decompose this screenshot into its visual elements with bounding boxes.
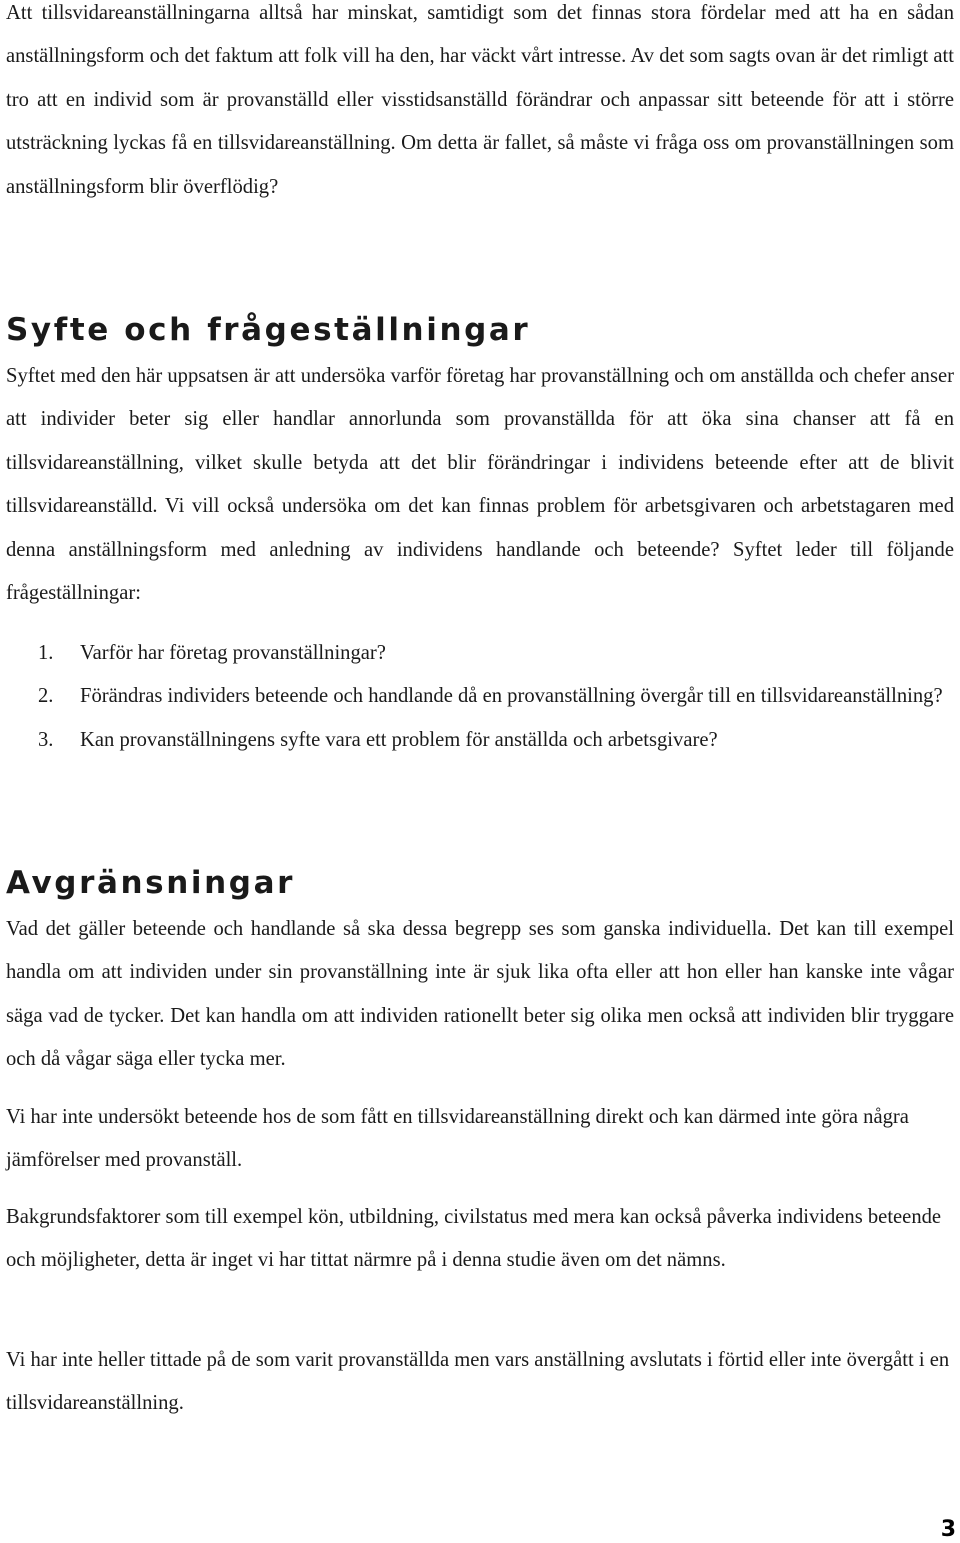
intro-paragraph: Att tillsvidareanställningarna alltså har minskat, samtidigt som det finnas stora fördelar med att ha en sådan anställningsform och det faktum att folk vill ha den, har väckt vårt intresse. Av det som sagts ovan är det rimligt att tro att en individ som är provanställd eller visstidsanställd förändrar och anpassar sitt beteende för att i större utsträckning lyckas få en tillsvidareanställning. Om detta är fallet, så måste vi fråga oss om provanställningen som anställningsform blir överflödig? [6,2,954,198]
question-text: Kan provanställningens syfte vara ett problem för anställda och arbetsgivare? [80,728,718,751]
question-number: 1. [38,642,54,664]
question-item [6,675,954,718]
questions-list [6,632,954,762]
avgransningar-paragraph-1: Vad det gäller beteende och handlande så ska dessa begrepp ses som ganska individuella. Det kan till exempel handla om att individen under sin provanställning inte är sjuk lika ofta eller att hon eller han kanske inte vågar säga vad de tycker. Det kan handla om att individen rationellt beter sig olika men också att individen blir tryggare och då vågar säga eller tycka mer. [6,918,954,1071]
avgransningar-paragraph-4: Vi har inte heller tittade på de som varit provanställda men vars anställning avslutats i förtid eller inte övergått i en tillsvidareanställning. [6,1349,950,1415]
question-item [6,719,954,762]
question-number: 2. [38,685,54,708]
avgransningar-paragraph-2: Vi har inte undersökt beteende hos de som fått en tillsvidareanställning direkt och kan därmed inte göra några jämförelser med provanställ. [6,1106,909,1172]
heading-syfte: Syfte och frågeställningar [6,312,531,348]
avgransningar-paragraph-3: Bakgrundsfaktorer som till exempel kön, utbildning, civilstatus med mera kan också påverka individens beteende och möjligheter, detta är inget vi har tittat närmre på i denna studie även om det nämns. [6,1206,942,1272]
question-text: Förändras individers beteende och handlande då en provanställning övergår till en tillsvidareanställning? [80,685,943,708]
page-number: 3 [940,1517,956,1542]
question-item [6,632,954,675]
heading-avgransningar: Avgränsningar [6,865,295,901]
question-text: Varför har företag provanställningar? [80,642,386,664]
question-number: 3. [38,728,54,751]
syfte-paragraph: Syftet med den här uppsatsen är att undersöka varför företag har provanställning och om anställda och chefer anser att individer beter sig eller handlar annorlunda som provanställda för att öka sina chanser att få en tillsvidareanställning, vilket skulle betyda att det blir förändringar i individens beteende efter att de blivit tillsvidareanställd. Vi vill också undersöka om det kan finnas problem för arbetsgivaren och arbetstagaren med denna anställningsform med anledning av individens handlande och beteende? Syftet leder till följande frågeställningar: [6,365,954,605]
